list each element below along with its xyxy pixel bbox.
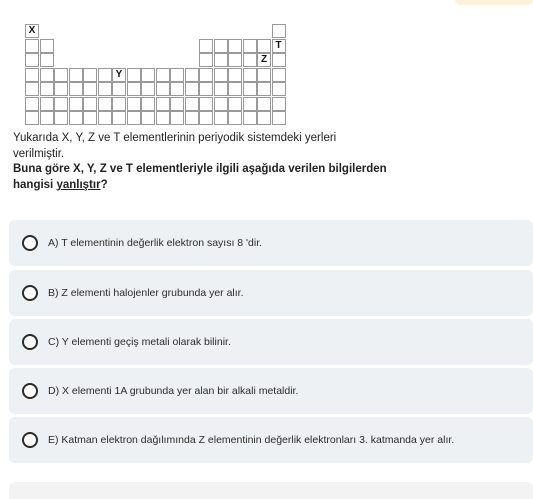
element-cell: [214, 82, 228, 96]
element-cell: [272, 24, 286, 38]
element-cell: [83, 97, 97, 111]
element-cell: [272, 68, 286, 82]
element-cell: [199, 68, 213, 82]
option-c-text: C) Y elementi geçiş metali olarak bilinir.: [48, 336, 231, 348]
radio-button-b[interactable]: [22, 285, 38, 301]
element-cell: [141, 82, 155, 96]
element-cell: [272, 82, 286, 96]
element-cell: [98, 82, 112, 96]
element-cell: [243, 53, 257, 67]
element-cell: [257, 111, 271, 125]
element-cell: [141, 111, 155, 125]
element-cell: [156, 68, 170, 82]
element-cell-z: Z: [257, 53, 271, 67]
element-cell: [25, 53, 39, 67]
element-cell: [54, 97, 68, 111]
radio-button-d[interactable]: [22, 383, 38, 399]
element-cell: [141, 97, 155, 111]
element-cell: [185, 82, 199, 96]
element-cell: [54, 111, 68, 125]
element-cell: [170, 111, 184, 125]
element-cell: [25, 111, 39, 125]
element-cell: [185, 68, 199, 82]
element-cell: [69, 97, 83, 111]
question-text-line-1: Yukarıda X, Y, Z ve T elementlerinin periyodik sistemdeki yerleri: [13, 132, 337, 144]
element-cell: [228, 68, 242, 82]
element-cell: [257, 39, 271, 53]
element-cell: [272, 53, 286, 67]
element-cell: [214, 97, 228, 111]
element-cell: [98, 111, 112, 125]
element-cell: [127, 97, 141, 111]
question-stem: [13, 131, 393, 193]
question-prompt-line-1: Buna göre X, Y, Z ve T elementleriyle ilgili aşağıda verilen bilgilerden: [13, 163, 387, 175]
element-cell: [127, 68, 141, 82]
element-cell: [243, 97, 257, 111]
element-cell: [127, 82, 141, 96]
element-cell: [69, 68, 83, 82]
question-prompt: [13, 162, 393, 193]
option-e[interactable]: [9, 417, 533, 463]
element-cell: [112, 111, 126, 125]
element-cell: [40, 82, 54, 96]
element-cell: [40, 53, 54, 67]
element-cell: [185, 111, 199, 125]
option-a-text: A) T elementinin değerlik elektron sayısı 8 'dir.: [48, 237, 263, 249]
element-cell: [243, 68, 257, 82]
element-cell: [214, 39, 228, 53]
element-cell: [83, 68, 97, 82]
element-cell: [25, 68, 39, 82]
element-cell-x: X: [25, 24, 39, 38]
element-cell: [199, 97, 213, 111]
element-cell: [214, 68, 228, 82]
element-cell: [156, 111, 170, 125]
element-cell: [112, 82, 126, 96]
element-cell: [228, 39, 242, 53]
element-cell: [228, 82, 242, 96]
element-cell: [228, 53, 242, 67]
element-cell: [98, 68, 112, 82]
option-d-text: D) X elementi 1A grubunda yer alan bir alkali metaldir.: [48, 385, 299, 397]
option-b-text: B) Z elementi halojenler grubunda yer alır.: [48, 287, 244, 299]
periodic-table: [25, 24, 289, 112]
option-d[interactable]: [9, 368, 533, 414]
element-cell: [170, 97, 184, 111]
element-cell: [272, 97, 286, 111]
element-cell: [156, 97, 170, 111]
element-cell: [199, 111, 213, 125]
option-b[interactable]: [9, 270, 533, 316]
element-cell: [83, 111, 97, 125]
element-cell: [156, 82, 170, 96]
element-cell: [69, 82, 83, 96]
element-cell: [228, 97, 242, 111]
element-cell: [199, 82, 213, 96]
element-cell: [40, 111, 54, 125]
element-cell: [243, 111, 257, 125]
question-keyword-underlined: yanlıştır: [56, 178, 101, 191]
element-cell: [54, 68, 68, 82]
element-cell: [127, 111, 141, 125]
option-e-text: E) Katman elektron dağılımında Z elementinin değerlik elektronları 3. katmanda yer alır.: [48, 434, 455, 446]
element-cell: [170, 82, 184, 96]
element-cell: [40, 97, 54, 111]
radio-button-e[interactable]: [22, 432, 38, 448]
element-cell: [257, 68, 271, 82]
element-cell: [199, 39, 213, 53]
element-cell: [243, 82, 257, 96]
element-cell: [25, 39, 39, 53]
element-cell: [185, 97, 199, 111]
question-prompt-suffix: ?: [100, 178, 108, 191]
radio-button-a[interactable]: [22, 235, 38, 251]
element-cell: [214, 111, 228, 125]
element-cell: [40, 68, 54, 82]
element-cell-y: Y: [112, 68, 126, 82]
element-cell: [257, 97, 271, 111]
element-cell: [112, 97, 126, 111]
element-cell: [257, 82, 271, 96]
element-cell: [98, 97, 112, 111]
element-cell: [170, 68, 184, 82]
element-cell: [214, 53, 228, 67]
question-prompt-prefix: hangisi: [13, 178, 57, 191]
element-cell: [243, 39, 257, 53]
element-cell: [25, 97, 39, 111]
element-cell: [40, 39, 54, 53]
question-prompt-line-2: [13, 178, 393, 194]
element-cell-t: T: [272, 39, 286, 53]
next-panel-edge: [9, 482, 533, 499]
question-text-line-2: verilmiştir.: [13, 147, 65, 160]
element-cell: [54, 82, 68, 96]
top-accent-bar: [455, 0, 533, 5]
radio-button-c[interactable]: [22, 334, 38, 350]
element-cell: [228, 111, 242, 125]
element-cell: [272, 111, 286, 125]
element-cell: [69, 111, 83, 125]
element-cell: [199, 53, 213, 67]
element-cell: [141, 68, 155, 82]
option-c[interactable]: [9, 319, 533, 365]
element-cell: [83, 82, 97, 96]
element-cell: [25, 82, 39, 96]
option-a[interactable]: [9, 220, 533, 266]
